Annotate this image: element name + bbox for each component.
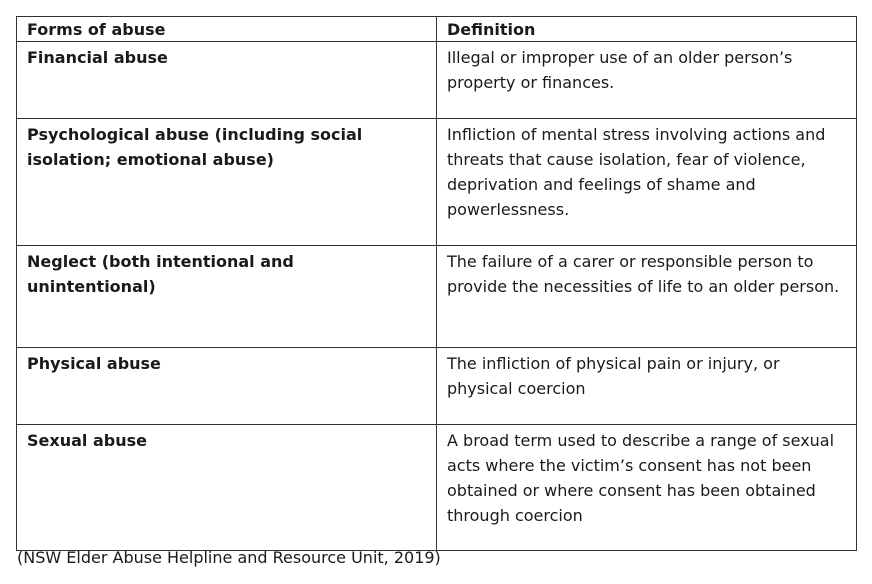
source-citation: (NSW Elder Abuse Helpline and Resource Unit, 2019) [17, 548, 441, 567]
table-row [17, 348, 857, 425]
form-cell-psychological-abuse: Psychological abuse (including social isolation; emotional abuse) [17, 119, 437, 246]
definition-cell-neglect: The failure of a carer or responsible person to provide the necessities of life to an older person. [437, 246, 857, 348]
form-cell-financial-abuse: Financial abuse [17, 42, 437, 119]
definition-cell-sexual-abuse: A broad term used to describe a range of sexual acts where the victim’s consent has not been obtained or where consent has been obtained through coercion [437, 425, 857, 551]
table-row [17, 119, 857, 246]
header-definition: Definition [437, 17, 857, 42]
table-header-row [17, 17, 857, 42]
form-cell-neglect: Neglect (both intentional and unintentional) [17, 246, 437, 348]
definition-cell-financial-abuse: Illegal or improper use of an older person’s property or finances. [437, 42, 857, 119]
abuse-forms-table [16, 16, 857, 551]
definition-cell-physical-abuse: The infliction of physical pain or injury, or physical coercion [437, 348, 857, 425]
definition-cell-psychological-abuse: Infliction of mental stress involving actions and threats that cause isolation, fear of violence, deprivation and feelings of shame and powerlessness. [437, 119, 857, 246]
table-row [17, 42, 857, 119]
form-cell-physical-abuse: Physical abuse [17, 348, 437, 425]
form-cell-sexual-abuse: Sexual abuse [17, 425, 437, 551]
header-forms-of-abuse: Forms of abuse [17, 17, 437, 42]
table-row [17, 425, 857, 551]
table-row [17, 246, 857, 348]
